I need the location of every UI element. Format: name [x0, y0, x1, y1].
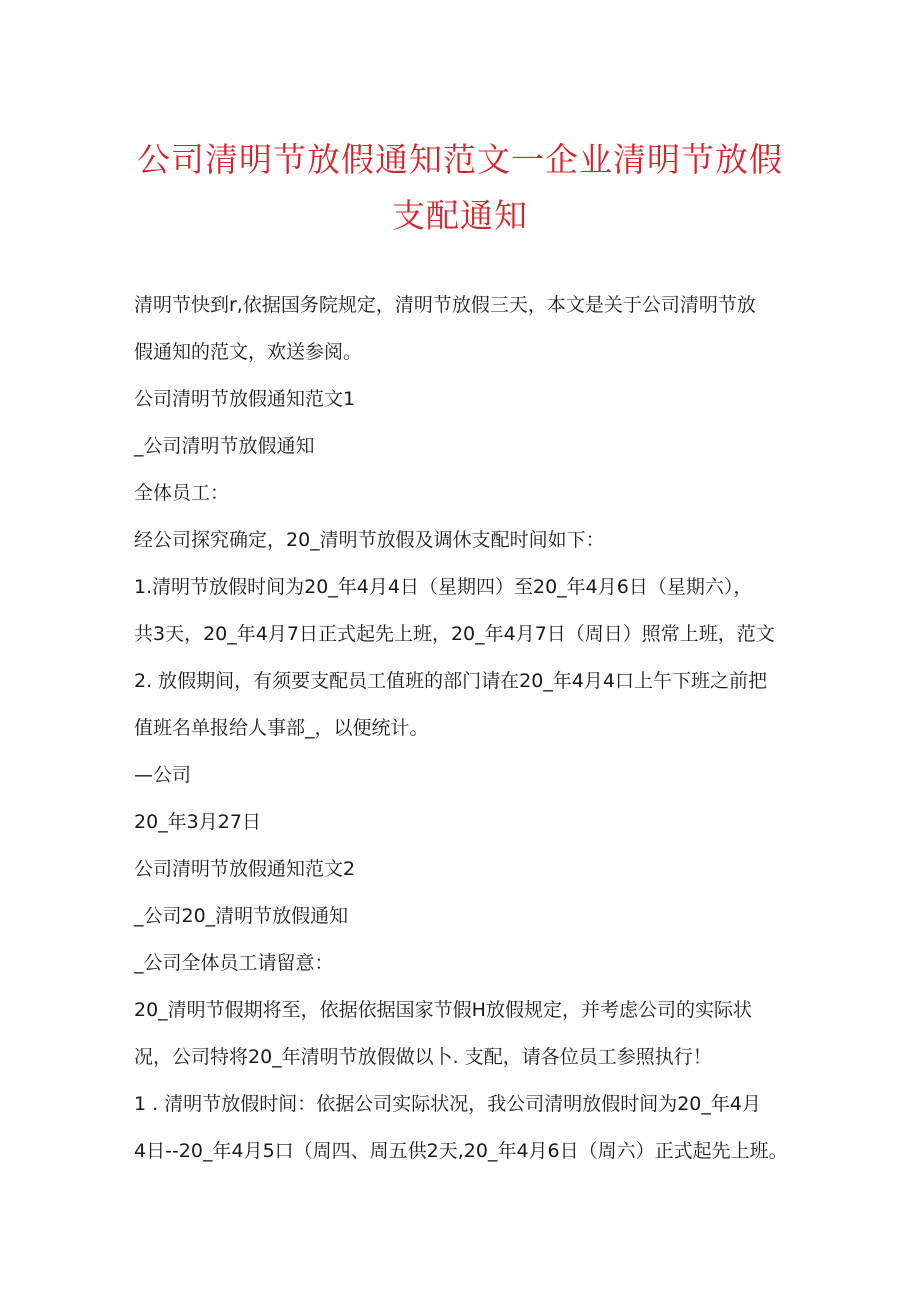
- title-line-1: 公司清明节放假通知范文一企业清明节放假: [137, 140, 783, 179]
- salutation-1: 全体员工：: [134, 482, 230, 504]
- body-line: 经公司探究确定，20_清明节放假及调休支配时间如下：: [134, 529, 605, 551]
- body-line: 20_清明节假期将至，依据依据国家节假H放假规定，并考虑公司的实际状: [134, 999, 752, 1021]
- title-line-2: 支配通知: [392, 196, 528, 235]
- body-line: 况，公司特将20_年清明节放假做以卜. 支配，请各位员工参照执行！: [134, 1046, 712, 1068]
- notice-title-2: _公司20_清明节放假通知: [134, 905, 349, 927]
- body-line: 2. 放假期间，有须要支配员工值班的部门请在20_年4月4口上午下班之前把: [134, 670, 768, 692]
- salutation-2: _公司全体员工请留意：: [134, 952, 334, 974]
- signature-company: —公司: [134, 764, 192, 786]
- signature-date: 20_年3月27日: [134, 811, 261, 833]
- intro-line-1: 清明节快到r,依据国务院规定，清明节放假三天，本文是关于公司清明节放: [134, 294, 756, 316]
- body-line: 值班名单报给人事部_，以便统计。: [134, 717, 429, 739]
- document-title: [100, 132, 820, 244]
- body-line: 共3天，20_年4月7日正式起先上班，20_年4月7日（周日）照常上班，范文: [134, 623, 775, 645]
- body-line: 1.清明节放假时间为20_年4月4日（星期四）至20_年4月6日（星期六），: [134, 576, 753, 598]
- section-heading-1: 公司清明节放假通知范文1: [134, 388, 356, 410]
- document-body: [134, 282, 814, 1175]
- notice-title-1: _公司清明节放假通知: [134, 435, 315, 457]
- body-line: 1 . 清明节放假时间：依据公司实际状况，我公司清明放假时间为20_年4月: [134, 1093, 761, 1115]
- section-heading-2: 公司清明节放假通知范文2: [134, 858, 356, 880]
- intro-line-2: 假通知的范文，欢送参阅。: [134, 341, 363, 363]
- body-line: 4日--20_年4月5口（周四、周五供2天,20_年4月6日（周六）正式起先上班。: [134, 1140, 788, 1162]
